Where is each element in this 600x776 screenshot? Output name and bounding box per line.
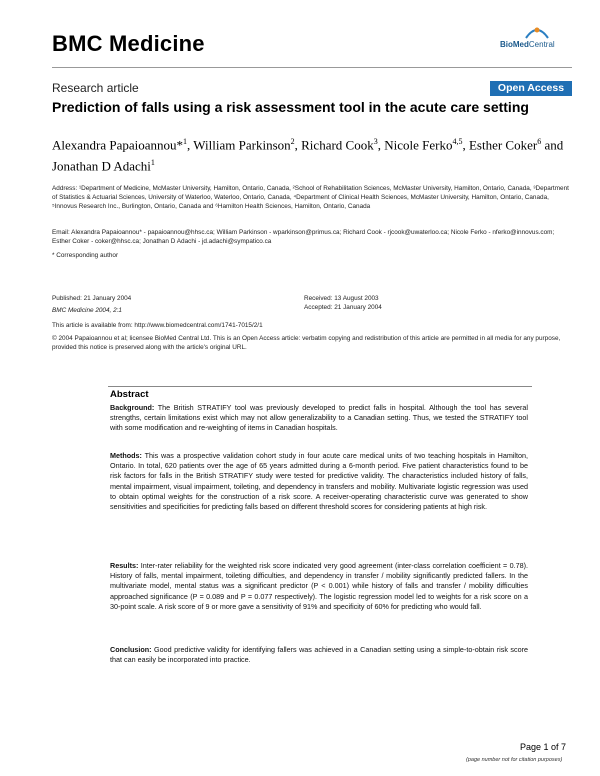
biomed-wordmark: BioMedCentral	[500, 40, 555, 49]
biomed-arc-icon	[524, 24, 550, 40]
received-accepted-info	[304, 294, 544, 312]
article-type: Research article	[52, 81, 139, 95]
author-list: Alexandra Papaioannou*$^1$, William Parkinson$^2$, Richard Cook$^3$, Nicole Ferko$^{4,5}$, Esther Coker$^6$ and Jonathan D Adachi$^1$	[52, 137, 564, 174]
methods-label: Methods:	[110, 451, 142, 460]
author-email: Email: Alexandra Papaioannou* - papaioannou@hhsc.ca; William Parkinson - wparkinson@primus.ca; Richard Cook - rjcook@uwaterloo.ca; Nicole Ferko - nferko@innovus.com; Esther Coker - coker@hhsc.ca; Jonathan D Adachi - jd.adachi@sympatico.ca	[52, 229, 555, 245]
accepted-date: Accepted: 21 January 2004	[304, 304, 382, 311]
abstract-methods	[110, 451, 528, 512]
citation: BMC Medicine 2004, 2:1	[52, 307, 122, 314]
results-label: Results:	[110, 561, 139, 570]
conclusion-text: Good predictive validity for identifying fallers was achieved in a Canadian setting using a simple-to-obtain risk score that can easily be incorporated into practice.	[110, 645, 528, 665]
author-address: Address: ¹Department of Medicine, McMaster University, Hamilton, Ontario, Canada, ²School of Rehabilitation Sciences, McMaster University, Hamilton, Ontario, Canada, ³Department of Statistics & Actuarial Sciences, University of Waterloo, Waterloo, Ontario, Canada, ⁴Department of Clinical Health Sciences, McMaster University, Hamilton, Ontario, Canada, ⁵Innovus Research Inc., Burlington, Ontario, Canada and ⁶Hamilton Health Sciences, Hamilton, Ontario, Canada	[52, 185, 569, 210]
conclusion-label: Conclusion:	[110, 645, 152, 654]
page-number: Page 1 of 7	[520, 742, 567, 752]
page-number-note: (page number not for citation purposes)	[466, 757, 563, 763]
abstract-heading: Abstract	[110, 389, 149, 400]
abstract-conclusion	[110, 645, 528, 665]
corresponding-author-note: * Corresponding author	[52, 252, 119, 259]
article-title: Prediction of falls using a risk assessment tool in the acute care setting	[52, 99, 529, 115]
article-url[interactable]: This article is available from: http://www.biomedcentral.com/1741-7015/2/1	[52, 322, 263, 329]
background-text: The British STRATIFY tool was previously developed to predict falls in hospital. Although the tool has several strengths, certain limitations exist which may not allow generalizability to a Canadian setting. Thus, we tested the STRATIFY tool with some modification and re-weighting of items in Canadian hospitals.	[110, 403, 529, 433]
journal-name: BMC Medicine	[52, 31, 205, 56]
publication-info	[52, 294, 292, 315]
header-rule	[52, 67, 572, 68]
open-access-badge: Open Access	[490, 81, 572, 96]
results-text: Inter-rater reliability for the weighted risk score indicated very good agreement (inter-class correlation coefficient = 0.78). History of falls, mental impairment, toileting difficulties, and dependency in transfer / mobility significantly predicted fallers. In the multivariate model, mental status was a significant predictor (P < 0.001) while history of falls and transfer / mobility difficulties approached significance (P = 0.089 and P = 0.077 respectively). The logistic regression model led to weights for a risk score on a 30-point scale. A risk score of 9 or more gave a sensitivity of 91% and specificity of 60% for predicting who would fall.	[110, 561, 528, 611]
copyright-notice: © 2004 Papaioannou et al; licensee BioMed Central Ltd. This is an Open Access article: verbatim copying and redistribution of this article are permitted in all media for any purpose, provided this notice is preserved along with the article's original URL.	[52, 335, 561, 351]
background-label: Background:	[110, 403, 155, 412]
biomed-central-logo	[500, 24, 564, 50]
abstract-results	[110, 561, 528, 612]
methods-text: This was a prospective validation cohort study in four acute care medical units of two teaching hospitals in Hamilton, Ontario. In total, 620 patients over the age of 65 years admitted during a 6-month period. Five patient characteristics found to be risk factors for falls in the British STRATIFY study were tested for predictive validity. The characteristics included history of falls, mental impairment, visual impairment, toileting, and dependency in transfers and mobility. Multivariate logistic regression was used to obtain optimal weights for the construction of a risk score. A receiver-operating characteristic curve was generated to show sensitivities and specificities for predicting falls based on different threshold scores for considering patients at high risk.	[110, 451, 528, 512]
abstract-background	[110, 403, 528, 434]
received-date: Received: 13 August 2003	[304, 295, 379, 302]
published-date: Published: 21 January 2004	[52, 295, 132, 302]
